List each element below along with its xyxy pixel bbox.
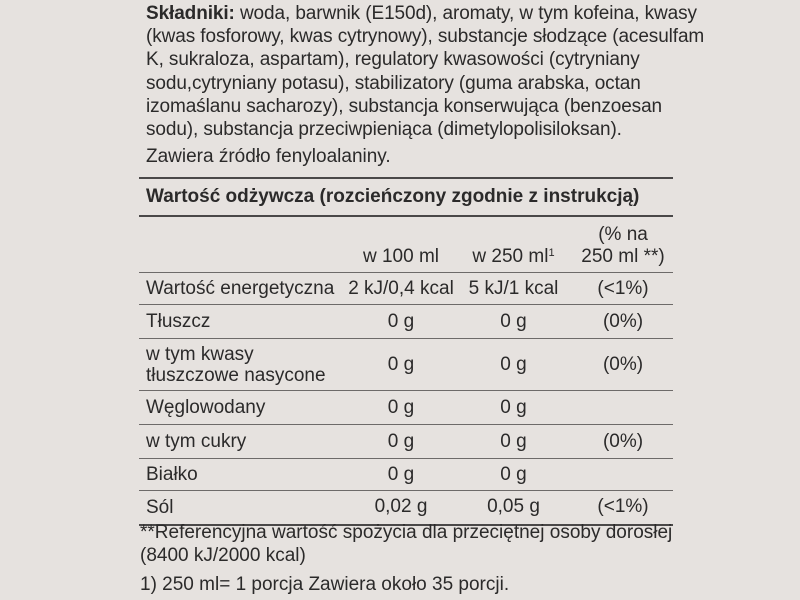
- ingredients-heading: Składniki:: [146, 3, 235, 24]
- reference-intake-footnote: **Referencyjna wartość spożycia dla przeciętnej osoby dorosłej (8400 kJ/2000 kcal): [140, 522, 673, 566]
- portion-note: 1) 250 ml= 1 porcja Zawiera około 35 porcji.: [140, 574, 510, 595]
- row-per250: 0 g: [454, 391, 573, 425]
- header-per250-footnote-mark: 1: [548, 247, 555, 259]
- row-name: Sól: [139, 491, 348, 525]
- nutrition-table-container: [139, 177, 673, 526]
- row-name: Wartość energetyczna: [139, 273, 348, 305]
- row-per100: 0 g: [348, 391, 454, 425]
- header-empty: [139, 216, 348, 273]
- table-row: [139, 339, 673, 391]
- row-pct: (0%): [573, 339, 673, 391]
- header-pct: [573, 216, 673, 273]
- table-row: [139, 273, 673, 305]
- row-per100: 0 g: [348, 339, 454, 391]
- row-name: w tym kwasy tłuszczowe nasycone: [139, 339, 348, 391]
- row-name: Białko: [139, 459, 348, 491]
- table-row: [139, 391, 673, 425]
- table-row: [139, 491, 673, 525]
- header-pct-line1: (% na: [598, 224, 648, 245]
- row-per250: 0 g: [454, 459, 573, 491]
- row-per250: 5 kJ/1 kcal: [454, 273, 573, 305]
- row-pct: (0%): [573, 305, 673, 339]
- ingredients-text: [146, 2, 706, 141]
- row-per250: 0 g: [454, 339, 573, 391]
- table-row: [139, 459, 673, 491]
- row-name: Tłuszcz: [139, 305, 348, 339]
- row-per250: 0,05 g: [454, 491, 573, 525]
- header-per100: w 100 ml: [348, 216, 454, 273]
- row-pct: [573, 459, 673, 491]
- row-name: Węglowodany: [139, 391, 348, 425]
- row-pct: [573, 391, 673, 425]
- ingredients-list: woda, barwnik (E150d), aromaty, w tym kofeina, kwasy (kwas fosforowy, kwas cytrynowy), substancje słodzące (acesulfam K, sukraloza, aspartam), regulatory kwasowości (cytryniany sodu,cytryniany potasu), stabilizatory (guma arabska, octan izomaślanu sacharozy), substancja konserwująca (benzoesan sodu), substancja przeciwpieniąca (dimetylopolisiloksan).: [146, 3, 705, 141]
- table-row: [139, 305, 673, 339]
- table-header-row: [139, 216, 673, 273]
- table-row: [139, 425, 673, 459]
- header-pct-line2: 250 ml **): [581, 246, 665, 267]
- row-per100: 0,02 g: [348, 491, 454, 525]
- header-per250-text: w 250 ml: [472, 246, 549, 267]
- phenylalanine-note: Zawiera źródło fenyloalaniny.: [146, 146, 391, 167]
- row-pct: (<1%): [573, 273, 673, 305]
- row-pct: (0%): [573, 425, 673, 459]
- table-title: Wartość odżywcza (rozcieńczony zgodnie z instrukcją): [139, 178, 673, 216]
- row-per100: 0 g: [348, 305, 454, 339]
- row-per100: 2 kJ/0,4 kcal: [348, 273, 454, 305]
- nutrition-table: [139, 177, 673, 526]
- header-per250: [454, 216, 573, 273]
- row-pct: (<1%): [573, 491, 673, 525]
- row-per250: 0 g: [454, 425, 573, 459]
- row-per100: 0 g: [348, 425, 454, 459]
- row-per250: 0 g: [454, 305, 573, 339]
- row-per100: 0 g: [348, 459, 454, 491]
- row-name: w tym cukry: [139, 425, 348, 459]
- table-title-row: [139, 178, 673, 216]
